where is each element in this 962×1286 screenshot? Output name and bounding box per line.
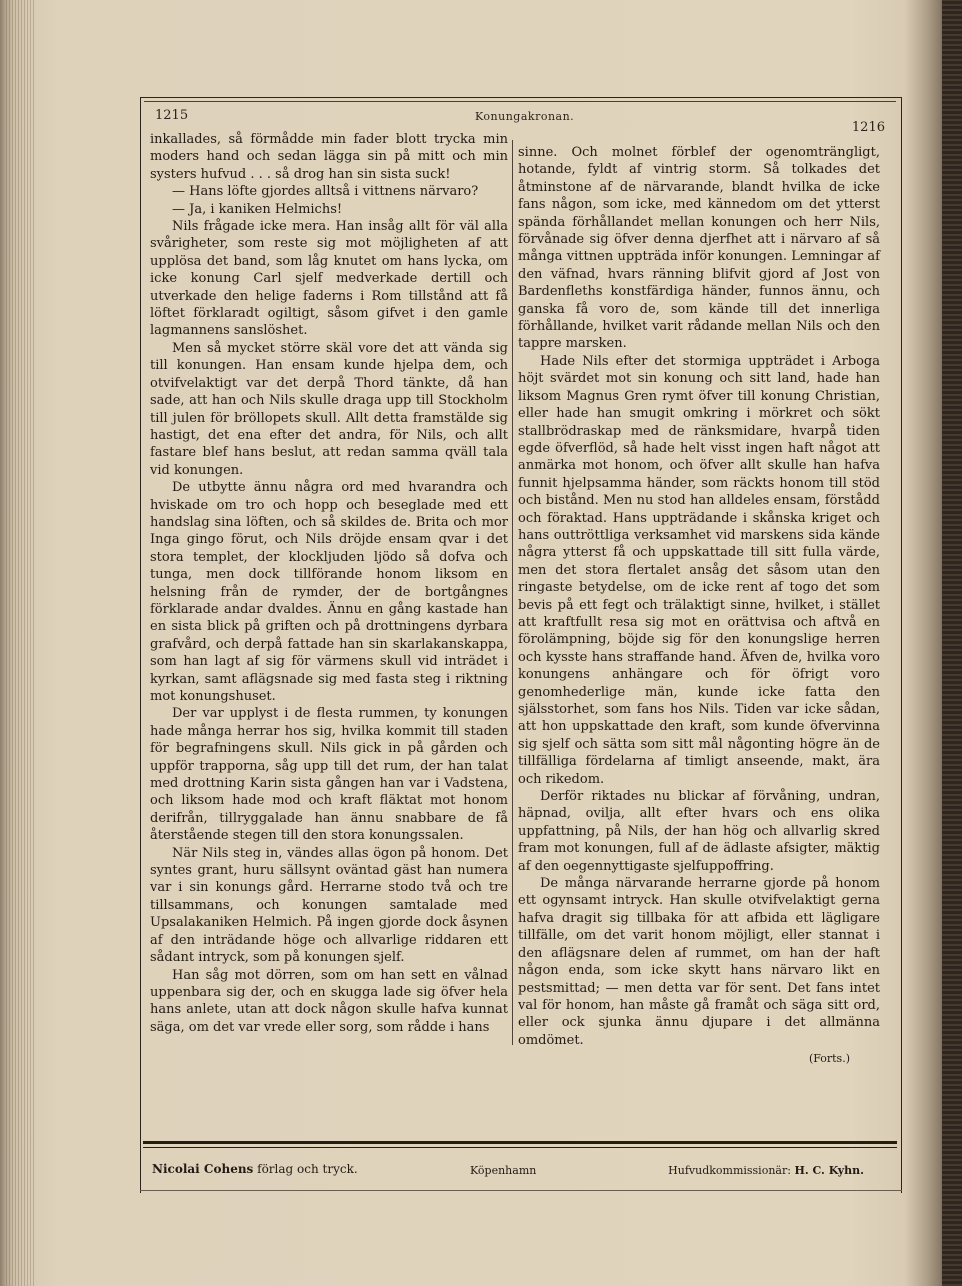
paragraph: inkallades, så förmådde min fader blott trycka min moders hand och sedan lägga sin på mitt och min systers hufvud . . . så drog han sin sista suck! xyxy=(150,132,508,182)
imprint-footer xyxy=(152,1162,864,1182)
paragraph: De utbytte ännu några ord med hvarandra och hviskade om tro och hopp och beseglade med ett handslag sina löften, och så skildes de. Brita och mor Inga gingo förut, och Nils dröjde ensam qvar i det stora templet, der klockljuden ljödo så dofva och tunga, men dock tillförande honom liksom en helsning från de rymder, der de bortgångnes förklarade andar dvaldes. Ännu en gång kastade han en sista blick på griften och på drottningens dyrbara grafvård, och derpå fattade han sin skarlakanskappa, som han lagt af sig för värmens skull vid inträdet i kyrkan, samt aflägsnade sig med fasta steg i riktning mot konungshuset. xyxy=(150,480,508,704)
paragraph: — Hans löfte gjordes alltså i vittnens närvaro? xyxy=(172,184,479,200)
paragraph: Men så mycket större skäl vore det att vända sig till konungen. Han ensam kunde hjelpa dem, och otvifvelaktigt var det derpå Thord tänkte, då han sade, att han och Nils skulle draga upp till Stockholm till julen för bröllopets skull. Allt detta framstälde sig hastigt, det ena efter det andra, för Nils, och allt fastare blef hans beslut, att redan samma qväll tala vid konungen. xyxy=(150,340,508,478)
paragraph: Derför riktades nu blickar af förvåning, undran, häpnad, ovilja, allt efter hvars och ens olika uppfattning, på Nils, der han hög och allvarlig skred fram mot konungen, full af de ädlaste afsigter, mäktig af den oegennyttigaste sjelfuppoffring. xyxy=(518,789,880,874)
publisher-name: Nicolai Cohens xyxy=(152,1162,254,1176)
paragraph: Han såg mot dörren, som om han sett en vålnad uppenbara sig der, och en skugga lade sig öfver hela hans anlete, utan att dock någon skulle hafva kunnat säga, om det var vrede eller sorg, som rådde i hans xyxy=(150,967,508,1035)
paragraph: Nils frågade icke mera. Han insåg allt för väl alla svårigheter, som reste sig mot möjligheten af att upplösa det band, som låg knutet om hans lycka, om icke konung Carl sjelf medverkade dertill och utverkade den helige faderns i Rom tillstånd att få löftet förklaradt ogiltigt, såsom gifvet i den gamle lagmannens sanslöshet. xyxy=(150,219,508,339)
continued-note: (Forts.) xyxy=(808,1052,850,1066)
page-number-left: 1215 xyxy=(155,108,189,123)
left-text-column xyxy=(150,131,508,1036)
frame-bottom-rule xyxy=(140,1190,902,1191)
footer-rule-thick xyxy=(143,1141,897,1144)
publisher-rest: förlag och tryck. xyxy=(253,1162,358,1176)
paragraph: — Ja, i kaniken Helmichs! xyxy=(172,201,343,217)
running-title: Konungakronan. xyxy=(475,110,575,123)
book-page-edges xyxy=(6,0,34,1286)
commission-label: Hufvudkommissionär: xyxy=(668,1164,795,1177)
commission-name: H. C. Kyhn. xyxy=(794,1164,864,1177)
page-number-right: 1216 xyxy=(851,120,885,135)
commission-agent xyxy=(668,1164,864,1177)
right-text-column xyxy=(518,144,880,1068)
paragraph: sinne. Och molnet förblef der ogenomträngligt, hotande, fyldt af vintrig storm. Så tolkades det åtminstone af de närvarande, blandt hvilka de icke fans någon, som icke, med kännedom om det ytterst spända förhållandet mellan konungen och herr Nils, förvånade sig öfver denna djerfhet att i närvaro af så många vittnen uppträda inför konungen. Lemningar af den väfnad, hvars ränning blifvit gjord af Jost von Bardenfleths konstfärdiga händer, funnos ännu, och ganska få voro de, som kände till det innerliga förhållande, hvilket varit rådande mellan Nils och den tappre marsken. xyxy=(518,145,880,352)
book-binding-edge xyxy=(942,0,962,1286)
footer-rule-thin xyxy=(143,1147,897,1148)
paragraph: De många närvarande herrarne gjorde på honom ett ogynsamt intryck. Han skulle otvifvelaktigt gerna hafva dragit sig tillbaka för att afbida ett lägligare tillfälle, om det varit honom möjligt, eller stannat i den aflägsnare delen af rummet, om han der haft någon enda, som icke skytt hans närvaro likt en pestsmittad; — men detta var för sent. Det fans intet val för honom, han måste gå framåt och säga sitt ord, eller ock sjunka ännu djupare i det allmänna omdömet. xyxy=(518,876,880,1048)
paragraph: Der var upplyst i de flesta rummen, ty konungen hade många herrar hos sig, hvilka kommit till staden för begrafningens skull. Nils gick in på gården och uppför trapporna, såg upp till det rum, der han talat med drottning Karin sista gången han var i Vadstena, och liksom hade mod och kraft fläktat mot honom derifrån, tillryggalade han ännu snabbare de få återstående stegen till den stora konungssalen. xyxy=(150,706,508,844)
imprint-city: Köpenhamn xyxy=(470,1164,537,1177)
paragraph: Hade Nils efter det stormiga uppträdet i Arboga höjt svärdet mot sin konung och sitt land, hade han liksom Magnus Gren rymt öfver till konung Christian, eller hade han smugit omkring i mörkret och sökt stallbrödraskap med de ränksmidare, hvarpå tiden egde öfverflöd, så hade helt visst ingen haft något att anmärka mot honom, och öfver allt skulle han hafva funnit hjelpsamma händer, som räckts honom till stöd och bistånd. Men nu stod han alldeles ensam, förstådd och föraktad. Hans uppträdande i skånska kriget och hans outtröttliga verksamhet vid marskens sida kände några ytterst få och uppskattade till sitt fulla värde, men det stora flertalet ansåg det såsom utan den ringaste betydelse, om de icke rent af togo det som bevis på ett fegt och trälaktigt sinne, hvilket, i stället att kraftfullt resa sig mot en orättvisa och aftvå en förolämpning, böjde sig för den konungslige herren och kysste hans straffande hand. Äfven de, hvilka voro konungens anhängare och för öfrigt voro genomhederlige män, kunde icke fatta den själsstorhet, som fans hos Nils. Tiden var icke sådan, att hon uppskattade den kraft, som kunde öfvervinna sig sjelf och sätta som sitt mål någonting högre än de tillfälliga fördelarna af timligt anseende, makt, ära och rikedom. xyxy=(518,353,880,787)
paragraph: När Nils steg in, vändes allas ögon på honom. Det syntes grant, huru sällsynt oväntad gäst han numera var i sin konungs gård. Herrarne stodo två och tre tillsammans, och konungen samtalade med Upsalakaniken Helmich. På ingen gjorde dock åsynen af den inträdande höge och allvarlige riddaren ett sådant intryck, som på konungen sjelf. xyxy=(150,845,508,966)
publisher-imprint xyxy=(152,1162,358,1176)
column-divider xyxy=(512,140,513,1045)
running-header xyxy=(155,108,885,135)
